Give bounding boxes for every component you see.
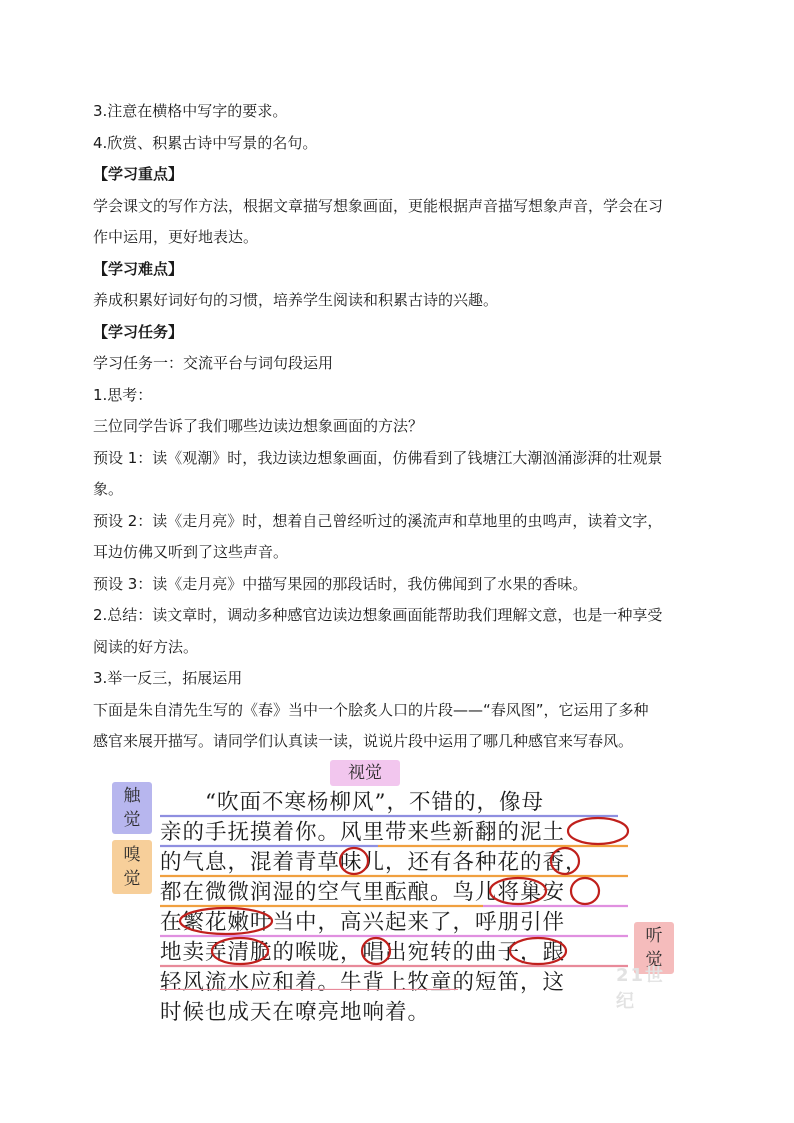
tag-touch-char-2: 觉 [123,810,141,830]
circle-niu [362,938,390,964]
circle-niture [568,818,628,844]
text-line: 学会课文的写作方法，根据文章描写想象画面，更能根据声音描写想象声音，学会在习 [93,196,664,215]
section-heading: 【学习难点】 [93,259,184,278]
section-heading: 【学习重点】 [93,165,184,183]
circle-chao [571,878,599,904]
text-line: 作中运用，更好地表达。 [93,228,259,246]
circle-cao [340,848,368,874]
text-line: 4.欣赏、积累古诗中写景的名句。 [93,133,318,152]
circle-fanhuanenye [180,908,272,934]
poem-line: 亲的手抚摸着你。风里带来些新翻的泥土 [160,820,566,845]
poem-line: 轻风流水应和着。牛背上牧童的短笛，这 [160,970,566,995]
document-text [93,96,705,758]
text-line: 学习任务一：交流平台与词句段运用 [93,354,334,372]
tag-hear-char-1: 听 [645,926,663,946]
tag-vision: 视觉 [330,760,400,786]
text-line: 3.举一反三，拓展运用 [93,669,243,687]
text-line: 下面是朱自清先生写的《春》当中一个脍炙人口的片段——“春风图”，它运用了多种 [93,700,649,719]
poem-line: 时候也成天在嘹亮地响着。 [160,1000,431,1025]
text-line: 阅读的好方法。 [93,637,199,656]
text-line: 象。 [93,480,124,498]
text-line: 预设 2：读《走月亮》时，想着自己曾经听过的溪流声和草地里的虫鸣声，读着文字， [93,511,663,530]
text-line: 感官来展开描写。请同学们认真读一读，说说片段中运用了哪几种感官来写春风。 [93,732,634,750]
text-line: 3.注意在横格中写字的要求。 [93,102,288,120]
poem-line: 地卖弄清脆的喉咙，唱出宛转的曲子，跟 [160,940,566,965]
circle-hua [551,848,579,874]
circle-niaoer [490,878,546,904]
section-heading: 【学习任务】 [93,322,184,341]
circle-duandi [510,938,566,964]
text-line: 耳边仿佛又听到了这些声音。 [93,543,289,561]
poem-line: 在繁花嫩叶当中，高兴起来了，呼朋引伴 [160,910,566,935]
text-line: 1.思考： [93,385,153,404]
spring-wind-figure [108,758,678,1025]
text-line: 养成积累好词好句的习惯，培养学生阅读和积累古诗的兴趣。 [93,291,499,309]
poem-line: 都在微微润湿的空气里酝酿。鸟儿将巢安 [160,880,566,905]
tag-smell-char-1: 嗅 [123,845,141,865]
text-line: 预设 3：读《走月亮》中描写果园的那段话时，我仿佛闻到了水果的香味。 [93,574,588,593]
tag-hear-char-2: 觉 [645,950,663,970]
text-line: 三位同学告诉了我们哪些边读边想象画面的方法？ [93,417,424,435]
poem-line: “吹面不寒杨柳风”，不错的，像母 [160,790,544,815]
text-line: 2.总结：读文章时，调动多种感官边读边想象画面能帮助我们理解文意，也是一种享受 [93,606,663,624]
tag-touch-char-1: 触 [123,786,141,806]
tag-smell-char-2: 觉 [123,869,141,889]
annotation-overlay [108,758,678,990]
poem-line: 的气息，混着青草味儿，还有各种花的香， [160,850,588,875]
text-line: 预设 1：读《观潮》时，我边读边想象画面，仿佛看到了钱塘江大潮汹涌澎湃的壮观景 [93,448,663,467]
circle-liushui [212,938,268,964]
watermark: 21世纪 [616,965,666,1012]
